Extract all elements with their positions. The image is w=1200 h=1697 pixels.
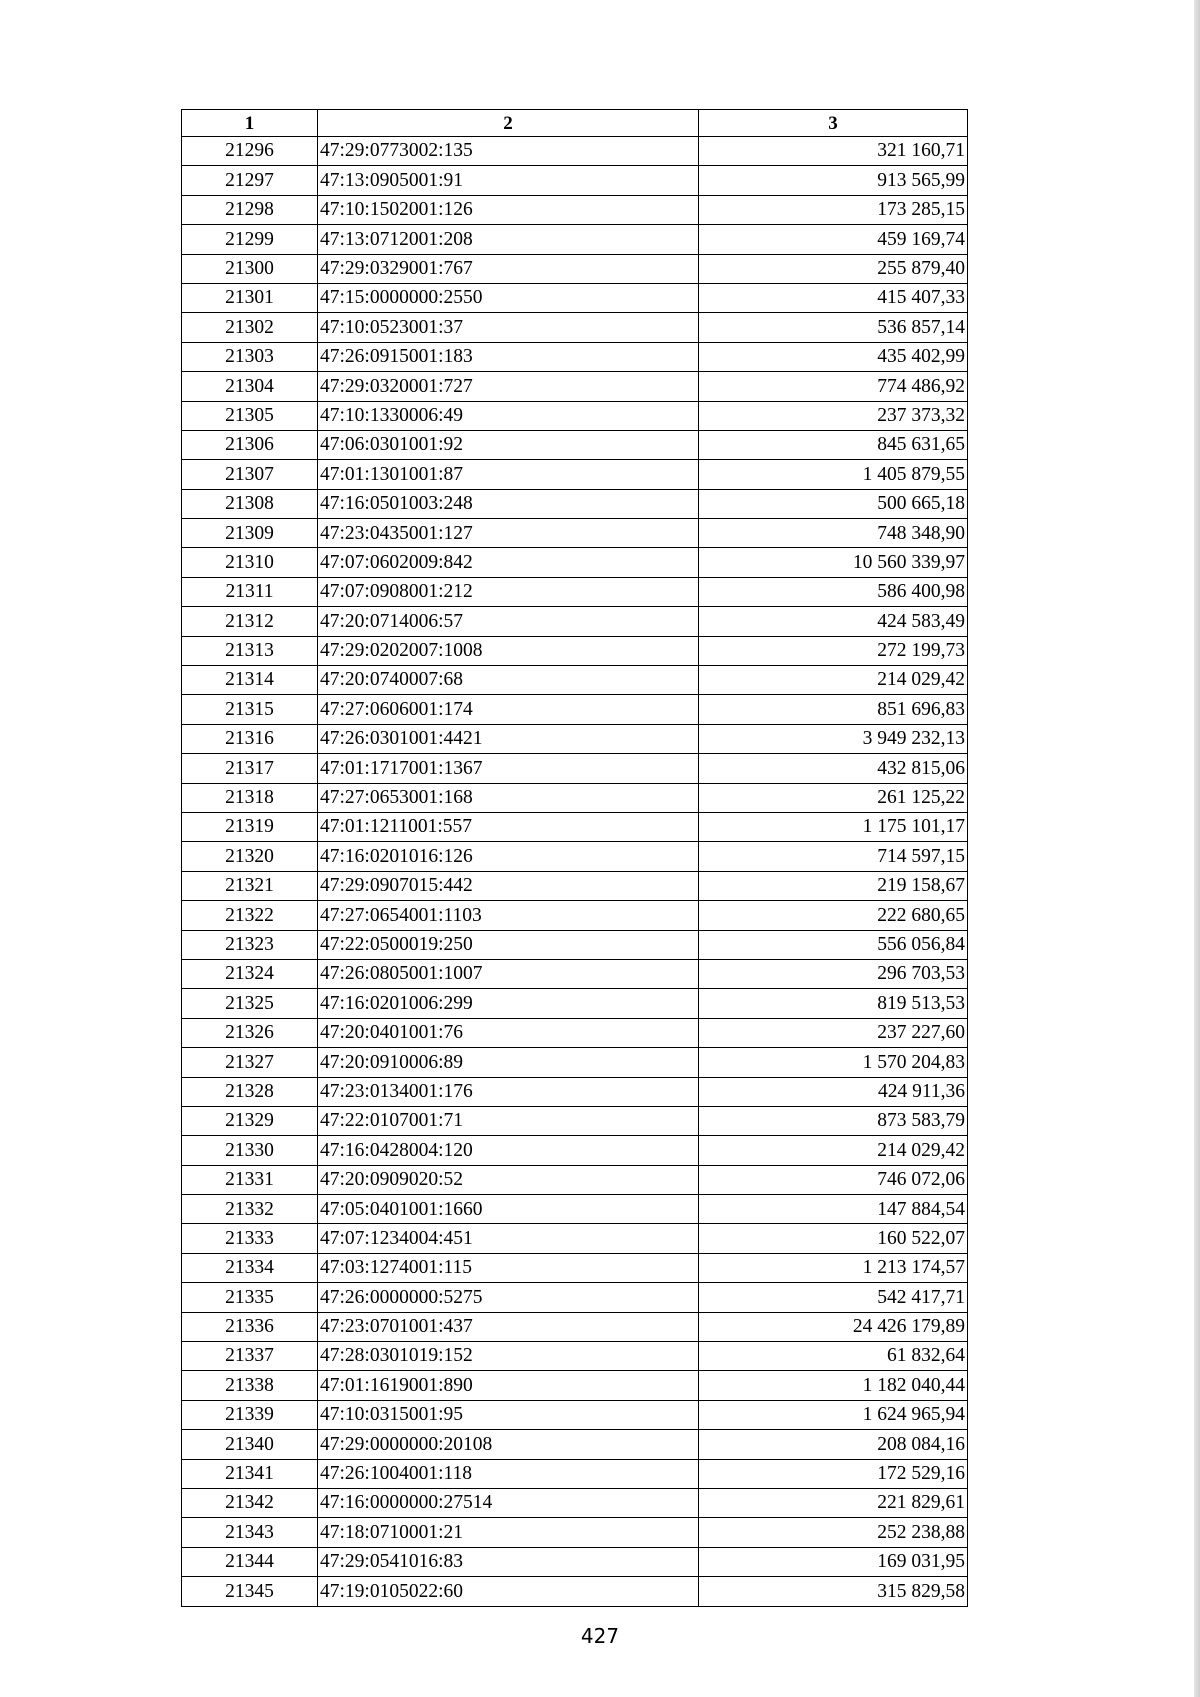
header-col-3: 3 xyxy=(699,110,968,137)
table-row xyxy=(182,1136,968,1165)
value-cell: 3 949 232,13 xyxy=(699,724,968,753)
cadastral-number-cell: 47:23:0701001:437 xyxy=(318,1312,699,1341)
table-row xyxy=(182,519,968,548)
cadastral-number-cell: 47:22:0500019:250 xyxy=(318,930,699,959)
value-cell: 873 583,79 xyxy=(699,1106,968,1135)
cadastral-number-cell: 47:10:1330006:49 xyxy=(318,401,699,430)
row-number-cell: 21320 xyxy=(182,842,318,871)
cadastral-number-cell: 47:20:0910006:89 xyxy=(318,1048,699,1077)
value-cell: 1 624 965,94 xyxy=(699,1400,968,1429)
row-number-cell: 21328 xyxy=(182,1077,318,1106)
table-row xyxy=(182,430,968,459)
cadastral-number-cell: 47:10:1502001:126 xyxy=(318,195,699,224)
row-number-cell: 21316 xyxy=(182,724,318,753)
table-row xyxy=(182,1283,968,1312)
table-row xyxy=(182,930,968,959)
table-row xyxy=(182,166,968,195)
row-number-cell: 21296 xyxy=(182,137,318,166)
row-number-cell: 21313 xyxy=(182,636,318,665)
table-row xyxy=(182,137,968,166)
cadastral-number-cell: 47:26:0000000:5275 xyxy=(318,1283,699,1312)
row-number-cell: 21308 xyxy=(182,489,318,518)
cadastral-number-cell: 47:06:0301001:92 xyxy=(318,430,699,459)
value-cell: 424 911,36 xyxy=(699,1077,968,1106)
value-cell: 432 815,06 xyxy=(699,754,968,783)
value-cell: 1 182 040,44 xyxy=(699,1371,968,1400)
table-row xyxy=(182,636,968,665)
table-row xyxy=(182,1430,968,1459)
value-cell: 459 169,74 xyxy=(699,225,968,254)
cadastral-number-cell: 47:16:0428004:120 xyxy=(318,1136,699,1165)
row-number-cell: 21323 xyxy=(182,930,318,959)
table-row xyxy=(182,1488,968,1517)
table-row xyxy=(182,989,968,1018)
value-cell: 746 072,06 xyxy=(699,1165,968,1194)
row-number-cell: 21345 xyxy=(182,1577,318,1606)
row-number-cell: 21343 xyxy=(182,1518,318,1547)
value-cell: 315 829,58 xyxy=(699,1577,968,1606)
value-cell: 147 884,54 xyxy=(699,1195,968,1224)
header-col-2: 2 xyxy=(318,110,699,137)
value-cell: 845 631,65 xyxy=(699,430,968,459)
cadastral-number-cell: 47:27:0654001:1103 xyxy=(318,901,699,930)
cadastral-number-cell: 47:16:0201006:299 xyxy=(318,989,699,1018)
cadastral-number-cell: 47:10:0523001:37 xyxy=(318,313,699,342)
table-row xyxy=(182,1312,968,1341)
table-row xyxy=(182,401,968,430)
table-row xyxy=(182,577,968,606)
row-number-cell: 21314 xyxy=(182,666,318,695)
value-cell: 221 829,61 xyxy=(699,1488,968,1517)
row-number-cell: 21312 xyxy=(182,607,318,636)
value-cell: 272 199,73 xyxy=(699,636,968,665)
table-row xyxy=(182,1253,968,1282)
value-cell: 24 426 179,89 xyxy=(699,1312,968,1341)
cadastral-number-cell: 47:19:0105022:60 xyxy=(318,1577,699,1606)
row-number-cell: 21344 xyxy=(182,1547,318,1576)
value-cell: 1 405 879,55 xyxy=(699,460,968,489)
cadastral-number-cell: 47:23:0435001:127 xyxy=(318,519,699,548)
cadastral-number-cell: 47:16:0000000:27514 xyxy=(318,1488,699,1517)
value-cell: 208 084,16 xyxy=(699,1430,968,1459)
cadastral-number-cell: 47:07:1234004:451 xyxy=(318,1224,699,1253)
cadastral-number-cell: 47:26:1004001:118 xyxy=(318,1459,699,1488)
value-cell: 1 175 101,17 xyxy=(699,812,968,841)
table-row xyxy=(182,724,968,753)
value-cell: 435 402,99 xyxy=(699,342,968,371)
cadastral-number-cell: 47:26:0805001:1007 xyxy=(318,959,699,988)
value-cell: 913 565,99 xyxy=(699,166,968,195)
value-cell: 748 348,90 xyxy=(699,519,968,548)
row-number-cell: 21298 xyxy=(182,195,318,224)
value-cell: 556 056,84 xyxy=(699,930,968,959)
row-number-cell: 21305 xyxy=(182,401,318,430)
value-cell: 586 400,98 xyxy=(699,577,968,606)
table-row xyxy=(182,1048,968,1077)
value-cell: 214 029,42 xyxy=(699,1136,968,1165)
row-number-cell: 21300 xyxy=(182,254,318,283)
row-number-cell: 21304 xyxy=(182,372,318,401)
value-cell: 237 227,60 xyxy=(699,1018,968,1047)
value-cell: 237 373,32 xyxy=(699,401,968,430)
table-row xyxy=(182,1195,968,1224)
row-number-cell: 21315 xyxy=(182,695,318,724)
row-number-cell: 21307 xyxy=(182,460,318,489)
table-row xyxy=(182,1077,968,1106)
table-row xyxy=(182,1165,968,1194)
value-cell: 536 857,14 xyxy=(699,313,968,342)
row-number-cell: 21297 xyxy=(182,166,318,195)
value-cell: 296 703,53 xyxy=(699,959,968,988)
value-cell: 1 570 204,83 xyxy=(699,1048,968,1077)
table-row xyxy=(182,342,968,371)
cadastral-number-cell: 47:20:0740007:68 xyxy=(318,666,699,695)
row-number-cell: 21335 xyxy=(182,1283,318,1312)
row-number-cell: 21302 xyxy=(182,313,318,342)
table-row xyxy=(182,901,968,930)
row-number-cell: 21306 xyxy=(182,430,318,459)
table-row xyxy=(182,812,968,841)
cadastral-number-cell: 47:07:0908001:212 xyxy=(318,577,699,606)
table-row xyxy=(182,489,968,518)
row-number-cell: 21331 xyxy=(182,1165,318,1194)
row-number-cell: 21333 xyxy=(182,1224,318,1253)
table-row xyxy=(182,1577,968,1606)
row-number-cell: 21342 xyxy=(182,1488,318,1517)
cadastral-number-cell: 47:16:0501003:248 xyxy=(318,489,699,518)
row-number-cell: 21299 xyxy=(182,225,318,254)
row-number-cell: 21327 xyxy=(182,1048,318,1077)
row-number-cell: 21329 xyxy=(182,1106,318,1135)
cadastral-number-cell: 47:20:0909020:52 xyxy=(318,1165,699,1194)
table-row xyxy=(182,1106,968,1135)
cadastral-number-cell: 47:27:0653001:168 xyxy=(318,783,699,812)
cadastral-number-cell: 47:01:1301001:87 xyxy=(318,460,699,489)
page-edge xyxy=(1194,0,1200,1697)
value-cell: 222 680,65 xyxy=(699,901,968,930)
table-header xyxy=(182,110,968,137)
table-row xyxy=(182,283,968,312)
value-cell: 252 238,88 xyxy=(699,1518,968,1547)
value-cell: 500 665,18 xyxy=(699,489,968,518)
row-number-cell: 21321 xyxy=(182,871,318,900)
cadastral-number-cell: 47:29:0000000:20108 xyxy=(318,1430,699,1459)
value-cell: 255 879,40 xyxy=(699,254,968,283)
value-cell: 415 407,33 xyxy=(699,283,968,312)
cadastral-number-cell: 47:22:0107001:71 xyxy=(318,1106,699,1135)
row-number-cell: 21339 xyxy=(182,1400,318,1429)
cadastral-number-cell: 47:03:1274001:115 xyxy=(318,1253,699,1282)
cadastral-number-cell: 47:20:0714006:57 xyxy=(318,607,699,636)
row-number-cell: 21326 xyxy=(182,1018,318,1047)
value-cell: 321 160,71 xyxy=(699,137,968,166)
value-cell: 219 158,67 xyxy=(699,871,968,900)
value-cell: 714 597,15 xyxy=(699,842,968,871)
value-cell: 424 583,49 xyxy=(699,607,968,636)
table-row xyxy=(182,195,968,224)
table-row xyxy=(182,871,968,900)
cadastral-number-cell: 47:20:0401001:76 xyxy=(318,1018,699,1047)
row-number-cell: 21301 xyxy=(182,283,318,312)
cadastral-number-cell: 47:01:1211001:557 xyxy=(318,812,699,841)
cadastral-number-cell: 47:13:0905001:91 xyxy=(318,166,699,195)
table-row xyxy=(182,607,968,636)
table-row xyxy=(182,460,968,489)
header-row xyxy=(182,110,968,137)
table-row xyxy=(182,254,968,283)
table-row xyxy=(182,1224,968,1253)
value-cell: 172 529,16 xyxy=(699,1459,968,1488)
page-number: 427 xyxy=(580,1624,620,1648)
cadastral-number-cell: 47:29:0320001:727 xyxy=(318,372,699,401)
table-row xyxy=(182,1518,968,1547)
row-number-cell: 21332 xyxy=(182,1195,318,1224)
table-row xyxy=(182,1459,968,1488)
row-number-cell: 21319 xyxy=(182,812,318,841)
row-number-cell: 21317 xyxy=(182,754,318,783)
table-row xyxy=(182,842,968,871)
value-cell: 851 696,83 xyxy=(699,695,968,724)
cadastral-number-cell: 47:29:0202007:1008 xyxy=(318,636,699,665)
cadastral-number-cell: 47:01:1717001:1367 xyxy=(318,754,699,783)
table-row xyxy=(182,372,968,401)
cadastral-number-cell: 47:16:0201016:126 xyxy=(318,842,699,871)
row-number-cell: 21311 xyxy=(182,577,318,606)
table-row xyxy=(182,313,968,342)
table-row xyxy=(182,1400,968,1429)
table-row xyxy=(182,1371,968,1400)
row-number-cell: 21303 xyxy=(182,342,318,371)
cadastral-number-cell: 47:26:0301001:4421 xyxy=(318,724,699,753)
cadastral-number-cell: 47:18:0710001:21 xyxy=(318,1518,699,1547)
row-number-cell: 21337 xyxy=(182,1342,318,1371)
table-row xyxy=(182,548,968,577)
table-row xyxy=(182,695,968,724)
table-row xyxy=(182,1018,968,1047)
cadastral-number-cell: 47:15:0000000:2550 xyxy=(318,283,699,312)
row-number-cell: 21330 xyxy=(182,1136,318,1165)
value-cell: 261 125,22 xyxy=(699,783,968,812)
header-col-1: 1 xyxy=(182,110,318,137)
value-cell: 10 560 339,97 xyxy=(699,548,968,577)
cadastral-number-cell: 47:05:0401001:1660 xyxy=(318,1195,699,1224)
cadastral-number-cell: 47:28:0301019:152 xyxy=(318,1342,699,1371)
row-number-cell: 21318 xyxy=(182,783,318,812)
value-cell: 819 513,53 xyxy=(699,989,968,1018)
row-number-cell: 21340 xyxy=(182,1430,318,1459)
cadastral-number-cell: 47:27:0606001:174 xyxy=(318,695,699,724)
row-number-cell: 21324 xyxy=(182,959,318,988)
value-cell: 542 417,71 xyxy=(699,1283,968,1312)
table-row xyxy=(182,225,968,254)
table-row xyxy=(182,959,968,988)
cadastral-number-cell: 47:01:1619001:890 xyxy=(318,1371,699,1400)
row-number-cell: 21322 xyxy=(182,901,318,930)
value-cell: 173 285,15 xyxy=(699,195,968,224)
table-row xyxy=(182,1342,968,1371)
row-number-cell: 21341 xyxy=(182,1459,318,1488)
table-row xyxy=(182,754,968,783)
row-number-cell: 21325 xyxy=(182,989,318,1018)
value-cell: 160 522,07 xyxy=(699,1224,968,1253)
cadastral-number-cell: 47:29:0541016:83 xyxy=(318,1547,699,1576)
value-cell: 774 486,92 xyxy=(699,372,968,401)
data-table xyxy=(181,109,968,1607)
cadastral-number-cell: 47:23:0134001:176 xyxy=(318,1077,699,1106)
row-number-cell: 21310 xyxy=(182,548,318,577)
value-cell: 61 832,64 xyxy=(699,1342,968,1371)
table-body xyxy=(182,137,968,1607)
table-row xyxy=(182,783,968,812)
cadastral-number-cell: 47:29:0329001:767 xyxy=(318,254,699,283)
row-number-cell: 21334 xyxy=(182,1253,318,1282)
value-cell: 169 031,95 xyxy=(699,1547,968,1576)
cadastral-number-cell: 47:07:0602009:842 xyxy=(318,548,699,577)
row-number-cell: 21338 xyxy=(182,1371,318,1400)
cadastral-number-cell: 47:29:0907015:442 xyxy=(318,871,699,900)
cadastral-number-cell: 47:26:0915001:183 xyxy=(318,342,699,371)
cadastral-number-cell: 47:29:0773002:135 xyxy=(318,137,699,166)
value-cell: 214 029,42 xyxy=(699,666,968,695)
value-cell: 1 213 174,57 xyxy=(699,1253,968,1282)
row-number-cell: 21336 xyxy=(182,1312,318,1341)
row-number-cell: 21309 xyxy=(182,519,318,548)
table-row xyxy=(182,1547,968,1576)
table-row xyxy=(182,666,968,695)
cadastral-number-cell: 47:10:0315001:95 xyxy=(318,1400,699,1429)
cadastral-number-cell: 47:13:0712001:208 xyxy=(318,225,699,254)
